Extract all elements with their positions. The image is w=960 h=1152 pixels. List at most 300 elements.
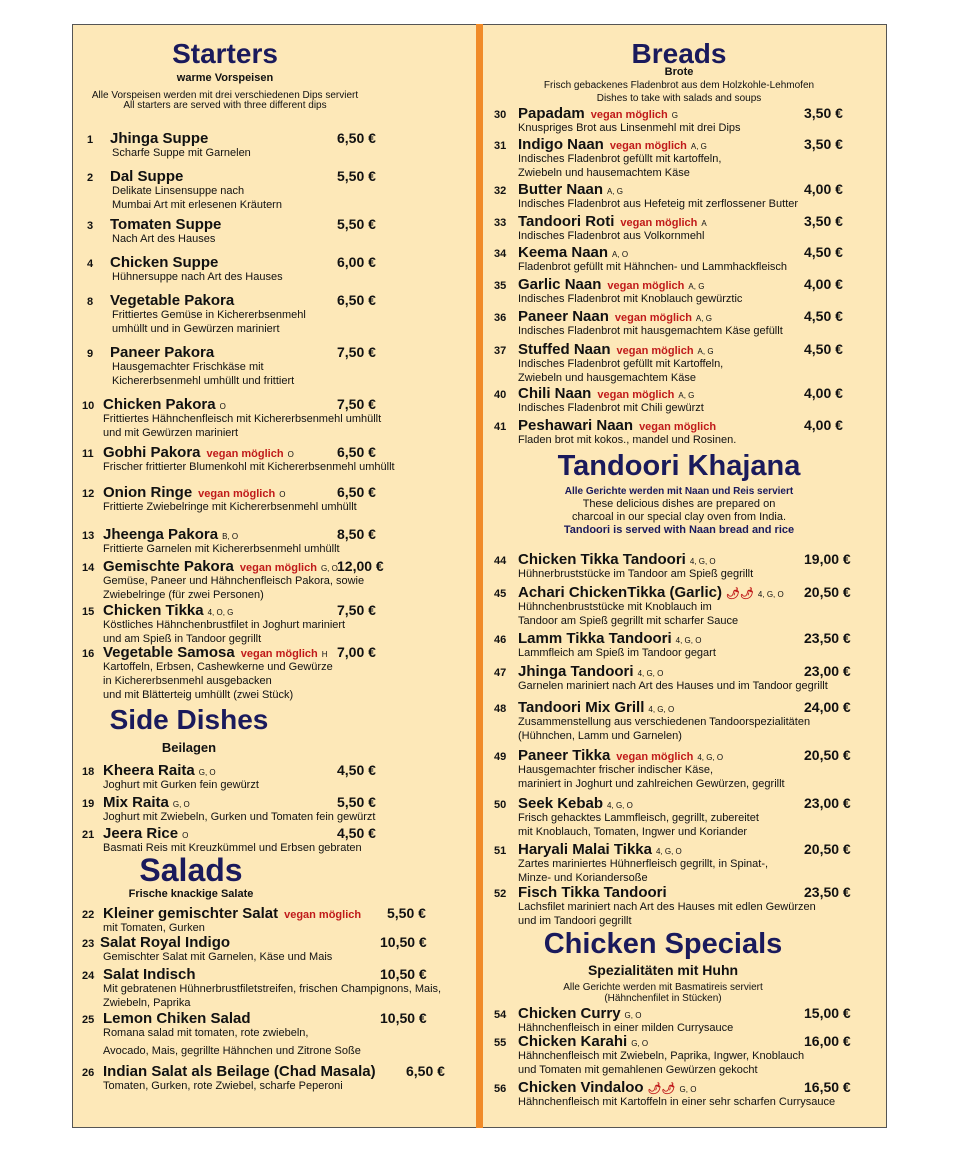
item-description: Frittiertes Hähnchenfleisch mit Kichererbsenmehl umhüllt	[103, 413, 382, 425]
item-name	[103, 644, 328, 661]
item-name-text: Chicken Tikka Tandoori	[518, 551, 686, 568]
item-name-text: Kheera Raita	[103, 762, 195, 779]
section-note: All starters are served with three different dips	[123, 100, 327, 111]
item-number: 52	[494, 888, 507, 900]
item-description: Lammfleich am Spieß im Tandoor gegart	[518, 647, 716, 659]
item-number: 4	[87, 258, 94, 270]
item-description: in Kichererbsenmehl ausgebacken	[103, 675, 272, 687]
item-description: Kartoffeln, Erbsen, Cashewkerne und Gewürze	[103, 661, 333, 673]
allergen-codes: 4, G, O	[689, 557, 716, 566]
item-number: 50	[494, 799, 507, 811]
item-name-text: Stuffed Naan	[518, 341, 611, 358]
item-name	[103, 602, 233, 619]
item-name-text: Seek Kebab	[518, 795, 604, 812]
allergen-codes: 4, G, O	[757, 590, 784, 599]
item-name-text: Haryali Malai Tikka	[518, 841, 652, 858]
item-name	[518, 276, 704, 293]
item-description: Mit gebratenen Hühnerbrustfiletstreifen, frischen Champignons, Mais,	[103, 983, 442, 995]
chili-icon: 🌶🌶	[647, 1083, 676, 1095]
item-price: 7,00 €	[337, 644, 376, 660]
vegan-badge: vegan möglich	[616, 345, 694, 357]
item-name	[103, 444, 294, 461]
item-description: und im Tandoori gegrillt	[518, 915, 632, 927]
item-description: Indisches Fladenbrot gefüllt mit Kartoffeln,	[518, 358, 724, 370]
item-name-text: Mix Raita	[103, 794, 169, 811]
item-name	[103, 825, 188, 842]
item-price: 16,00 €	[804, 1033, 851, 1049]
item-description: Indisches Fladenbrot aus Volkornmehl	[518, 230, 705, 242]
vegan-badge: vegan möglich	[620, 217, 698, 229]
item-name	[518, 181, 623, 198]
vegan-badge: vegan möglich	[614, 312, 692, 324]
item-description: Fladenbrot gefüllt mit Hähnchen- und Lammhackfleisch	[518, 261, 788, 273]
item-price: 7,50 €	[337, 396, 376, 412]
item-name-text: Lemon Chiken Salad	[103, 1010, 251, 1027]
item-description: Zwiebeln, Paprika	[103, 997, 191, 1009]
allergen-codes: A, G	[688, 282, 705, 291]
item-name	[518, 884, 667, 901]
item-number: 24	[82, 970, 95, 982]
item-price: 20,50 €	[804, 841, 851, 857]
item-name	[103, 1010, 251, 1027]
item-number: 32	[494, 185, 507, 197]
item-name-text: Dal Suppe	[110, 168, 184, 185]
item-price: 3,50 €	[804, 136, 843, 152]
item-description: Hausgemachter frischer indischer Käse,	[518, 764, 714, 776]
allergen-codes: 4, O, G	[207, 608, 234, 617]
item-description: Zwiebelringe (für zwei Personen)	[103, 589, 264, 601]
chili-icon: 🌶🌶	[725, 588, 754, 600]
item-number: 26	[82, 1067, 95, 1079]
item-name	[100, 934, 230, 951]
item-name	[518, 584, 784, 601]
column-divider	[476, 24, 483, 1128]
section-title: Tandoori Khajana	[557, 450, 801, 482]
item-price: 4,50 €	[804, 341, 843, 357]
item-description: Joghurt mit Gurken fein gewürzt	[103, 779, 259, 791]
item-name-text: Papadam	[518, 105, 585, 122]
item-name	[103, 558, 338, 575]
allergen-codes: O	[182, 831, 189, 840]
item-name	[518, 1033, 648, 1050]
allergen-codes: A, G	[690, 142, 707, 151]
item-number: 51	[494, 845, 507, 857]
item-price: 5,50 €	[337, 168, 376, 184]
item-description: Avocado, Mais, gegrillte Hähnchen und Zitrone Soße	[103, 1045, 361, 1057]
item-name-text: Gemischte Pakora	[103, 558, 234, 575]
item-price: 23,50 €	[804, 630, 851, 646]
section-title: Starters	[172, 38, 278, 69]
item-description: Indisches Fladenbrot mit Knoblauch gewürztic	[518, 293, 743, 305]
item-description: Hausgemachter Frischkäse mit	[112, 361, 264, 373]
item-price: 4,50 €	[337, 825, 376, 841]
item-name-text: Indian Salat als Beilage (Chad Masala)	[103, 1063, 376, 1080]
item-description: und am Spieß in Tandoor gegrillt	[103, 633, 262, 645]
item-name	[518, 385, 694, 402]
item-number: 18	[82, 766, 95, 778]
item-description: Hähnchenfleisch mit Zwiebeln, Paprika, Ingwer, Knoblauch	[518, 1050, 805, 1062]
allergen-codes: 4, G, O	[655, 847, 682, 856]
item-description: Knuspriges Brot aus Linsenmehl mit drei Dips	[518, 122, 741, 134]
item-description: Hühnersuppe nach Art des Hauses	[112, 271, 283, 283]
item-description: Zusammenstellung aus verschiedenen Tandoorspezialitäten	[518, 716, 811, 728]
vegan-badge: vegan möglich	[607, 280, 685, 292]
item-name-text: Gobhi Pakora	[103, 444, 201, 461]
item-name	[518, 1079, 696, 1096]
item-price: 12,00 €	[337, 558, 384, 574]
section-note: Tandoori is served with Naan bread and rice	[563, 524, 795, 536]
item-price: 6,50 €	[337, 130, 376, 146]
item-price: 20,50 €	[804, 584, 851, 600]
item-number: 36	[494, 312, 507, 324]
item-name	[110, 292, 234, 309]
item-name	[103, 794, 190, 811]
item-number: 8	[87, 296, 94, 308]
item-number: 3	[87, 220, 94, 232]
vegan-badge: vegan möglich	[239, 562, 317, 574]
section-subtitle: Beilagen	[161, 740, 217, 755]
item-price: 4,00 €	[804, 385, 843, 401]
item-name	[518, 795, 633, 812]
item-price: 6,00 €	[337, 254, 376, 270]
item-name-text: Garlic Naan	[518, 276, 602, 293]
vegan-badge: vegan möglich	[284, 909, 362, 921]
item-description: Zartes mariniertes Hühnerfleisch gegrillt, in Spinat-,	[518, 858, 769, 870]
vegan-badge: vegan möglich	[590, 109, 668, 121]
item-name-text: Chicken Vindaloo	[518, 1079, 644, 1096]
item-name	[518, 747, 723, 764]
item-number: 35	[494, 280, 507, 292]
item-description: Scharfe Suppe mit Garnelen	[112, 147, 251, 159]
item-name-text: Butter Naan	[518, 181, 604, 198]
item-name-text: Paneer Pakora	[110, 344, 215, 361]
allergen-codes: B, O	[222, 532, 239, 541]
item-price: 20,50 €	[804, 747, 851, 763]
item-name-text: Tandoori Roti	[518, 213, 615, 230]
item-name-text: Paneer Naan	[518, 308, 609, 325]
allergen-codes: 4, G, O	[697, 753, 724, 762]
item-price: 4,50 €	[804, 308, 843, 324]
item-name	[518, 105, 678, 122]
item-description: Minze- und Koriandersoße	[518, 872, 648, 884]
item-name	[518, 308, 712, 325]
item-number: 46	[494, 634, 507, 646]
item-description: Frittierte Zwiebelringe mit Kichererbsenmehl umhüllt	[103, 501, 357, 513]
item-number: 54	[494, 1009, 507, 1021]
item-description: Zwiebeln und hausgemachtem Käse	[518, 372, 696, 384]
item-name	[518, 417, 716, 434]
item-name	[518, 1005, 641, 1022]
item-name	[103, 905, 361, 922]
item-number: 49	[494, 751, 507, 763]
allergen-codes: O	[219, 402, 226, 411]
item-name	[110, 168, 183, 185]
item-number: 19	[82, 798, 95, 810]
item-price: 4,50 €	[337, 762, 376, 778]
item-name-text: Chicken Tikka	[103, 602, 204, 619]
item-name-text: Keema Naan	[518, 244, 609, 261]
item-description: Indisches Fladenbrot mit Chili gewürzt	[518, 402, 704, 414]
item-name-text: Lamm Tikka Tandoori	[518, 630, 672, 647]
item-price: 7,50 €	[337, 602, 376, 618]
item-name-text: Kleiner gemischter Salat	[103, 905, 279, 922]
item-description: mit Tomaten, Gurken	[103, 922, 205, 934]
item-description: Hühnerbruststücke im Tandoor am Spieß gegrillt	[518, 568, 754, 580]
item-price: 10,50 €	[380, 1010, 427, 1026]
item-description: Indisches Fladenbrot gefüllt mit kartoffeln,	[518, 153, 722, 165]
section-note: Alle Vorspeisen werden mit drei verschiedenen Dips serviert	[91, 90, 359, 101]
item-description: Hähnchenfleisch mit Kartoffeln in einer sehr scharfen Currysauce	[518, 1096, 836, 1108]
section-title: Chicken Specials	[543, 928, 783, 960]
allergen-codes: A, G	[697, 347, 714, 356]
vegan-badge: vegan möglich	[609, 140, 687, 152]
section-subtitle: warme Vorspeisen	[176, 72, 274, 84]
item-price: 5,50 €	[337, 794, 376, 810]
item-price: 15,00 €	[804, 1005, 851, 1021]
item-number: 16	[82, 648, 95, 660]
item-name	[110, 216, 221, 233]
item-description: Gemischter Salat mit Garnelen, Käse und Mais	[103, 951, 333, 963]
item-number: 10	[82, 400, 95, 412]
item-name-text: Jeera Rice	[103, 825, 179, 842]
item-description: und Tomaten mit gemahlenen Gewürzen gekocht	[518, 1064, 758, 1076]
item-price: 10,50 €	[380, 966, 427, 982]
vegan-badge: vegan möglich	[639, 421, 717, 433]
vegan-badge: vegan möglich	[616, 751, 694, 763]
item-name-text: Jhinga Suppe	[110, 130, 209, 147]
section-note: charcoal in our special clay oven from India.	[572, 511, 786, 523]
item-number: 22	[82, 909, 95, 921]
item-name-text: Vegetable Pakora	[110, 292, 235, 309]
item-number: 15	[82, 606, 95, 618]
item-name-text: Onion Ringe	[103, 484, 193, 501]
allergen-codes: 4, G, O	[675, 636, 702, 645]
allergen-codes: G, O	[679, 1085, 697, 1094]
item-name	[103, 762, 216, 779]
item-name	[103, 484, 285, 501]
item-description: Tandoor am Spieß gegrillt mit scharfer Sauce	[518, 615, 739, 627]
item-name-text: Chicken Curry	[518, 1005, 621, 1022]
item-name-text: Chili Naan	[518, 385, 592, 402]
item-name-text: Indigo Naan	[518, 136, 604, 153]
item-name	[518, 341, 714, 358]
item-number: 33	[494, 217, 507, 229]
item-number: 47	[494, 667, 507, 679]
item-description: Romana salad mit tomaten, rote zwiebeln,	[103, 1027, 309, 1039]
item-number: 1	[87, 134, 94, 146]
item-name	[518, 699, 674, 716]
item-number: 31	[494, 140, 507, 152]
item-description: Joghurt mit Zwiebeln, Gurken und Tomaten fein gewürzt	[103, 811, 376, 823]
section-title: Side Dishes	[109, 704, 269, 735]
allergen-codes: O	[287, 450, 294, 459]
item-name	[110, 130, 208, 147]
item-number: 41	[494, 421, 507, 433]
item-name-text: Achari ChickenTikka (Garlic)	[518, 584, 722, 601]
section-note: Alle Gerichte werden mit Basmatireis serviert	[563, 982, 763, 993]
allergen-codes: G	[671, 111, 678, 120]
item-price: 4,50 €	[804, 244, 843, 260]
item-price: 5,50 €	[337, 216, 376, 232]
item-name-text: Peshawari Naan	[518, 417, 634, 434]
item-number: 25	[82, 1014, 95, 1026]
allergen-codes: A, G	[695, 314, 712, 323]
item-number: 9	[87, 348, 94, 360]
item-description: Fladen brot mit kokos., mandel und Rosinen.	[518, 434, 737, 446]
right-column	[483, 24, 887, 1128]
vegan-badge: vegan möglich	[206, 448, 284, 460]
item-name-text: Chicken Suppe	[110, 254, 219, 271]
item-price: 3,50 €	[804, 213, 843, 229]
allergen-codes: H	[321, 650, 328, 659]
item-price: 4,00 €	[804, 181, 843, 197]
item-description: Zwiebeln und hausemachtem Käse	[518, 167, 690, 179]
item-price: 6,50 €	[337, 292, 376, 308]
allergen-codes: G, O	[198, 768, 216, 777]
item-price: 6,50 €	[406, 1063, 445, 1079]
item-name	[518, 244, 628, 261]
section-subtitle: Alle Gerichte werden mit Naan und Reis serviert	[564, 486, 794, 497]
item-price: 23,50 €	[804, 884, 851, 900]
item-description: Frittierte Garnelen mit Kichererbsenmehl umhüllt	[103, 543, 340, 555]
item-description: Basmati Reis mit Kreuzkümmel und Erbsen gebraten	[103, 842, 362, 854]
item-number: 45	[494, 588, 507, 600]
item-number: 55	[494, 1037, 507, 1049]
item-number: 14	[82, 562, 95, 574]
item-name-text: Tomaten Suppe	[110, 216, 222, 233]
item-price: 6,50 €	[337, 444, 376, 460]
section-note: Dishes to take with salads and soups	[596, 93, 762, 104]
item-name	[103, 966, 196, 983]
item-price: 16,50 €	[804, 1079, 851, 1095]
item-description: Frisch gehacktes Lammfleisch, gegrillt, zubereitet	[518, 812, 759, 824]
item-name	[518, 630, 701, 647]
item-name	[103, 396, 226, 413]
item-name	[110, 344, 214, 361]
item-name-text: Vegetable Samosa	[103, 644, 235, 661]
item-name-text: Salat Indisch	[103, 966, 196, 983]
section-note: These delicious dishes are prepared on	[582, 498, 776, 510]
item-number: 34	[494, 248, 507, 260]
allergen-codes: G, O	[320, 564, 338, 573]
vegan-badge: vegan möglich	[198, 488, 276, 500]
item-number: 48	[494, 703, 507, 715]
item-name-text: Fisch Tikka Tandoori	[518, 884, 667, 901]
allergen-codes: G, O	[631, 1039, 649, 1048]
item-price: 7,50 €	[337, 344, 376, 360]
item-price: 3,50 €	[804, 105, 843, 121]
left-column	[72, 24, 476, 1128]
section-note: Frisch gebackenes Fladenbrot aus dem Holzkohle-Lehmofen	[543, 80, 815, 91]
item-name	[518, 663, 663, 680]
item-number: 13	[82, 530, 95, 542]
item-description: Lachsfilet mariniert nach Art des Hauses mit edlen Gewürzen	[518, 901, 816, 913]
item-description: umhüllt und in Gewürzen mariniert	[112, 323, 280, 335]
allergen-codes: 4, G, O	[637, 669, 664, 678]
item-number: 40	[494, 389, 507, 401]
allergen-codes: A	[701, 219, 707, 228]
item-description: und mit Gewürzen mariniert	[103, 427, 239, 439]
item-name-text: Tandoori Mix Grill	[518, 699, 645, 716]
item-price: 10,50 €	[380, 934, 427, 950]
item-number: 30	[494, 109, 507, 121]
section-subtitle: Spezialitäten mit Huhn	[587, 962, 739, 978]
allergen-codes: 4, G, O	[648, 705, 675, 714]
item-number: 37	[494, 345, 507, 357]
item-description: mariniert in Joghurt und zahlreichen Gewürzen, gegrillt	[518, 778, 785, 790]
item-description: Nach Art des Hauses	[112, 233, 216, 245]
item-name-text: Chicken Pakora	[103, 396, 216, 413]
item-price: 23,00 €	[804, 663, 851, 679]
section-title: Breads	[631, 38, 727, 69]
item-price: 4,00 €	[804, 417, 843, 433]
item-number: 12	[82, 488, 95, 500]
item-number: 56	[494, 1083, 507, 1095]
item-description: (Hühnchen, Lamm und Garnelen)	[518, 730, 682, 742]
section-title: Salads	[139, 852, 243, 888]
section-note: (Hähnchenfilet in Stücken)	[604, 993, 722, 1004]
item-description: Delikate Linsensuppe nach	[112, 185, 245, 197]
allergen-codes: A, G	[607, 187, 624, 196]
vegan-badge: vegan möglich	[240, 648, 318, 660]
allergen-codes: O	[279, 490, 286, 499]
allergen-codes: G, O	[624, 1011, 642, 1020]
section-subtitle: Frische knackige Salate	[128, 888, 254, 900]
item-number: 2	[87, 172, 94, 184]
allergen-codes: A, G	[678, 391, 695, 400]
item-description: Indisches Fladenbrot mit hausgemachtem Käse gefüllt	[518, 325, 783, 337]
item-name-text: Chicken Karahi	[518, 1033, 628, 1050]
item-name-text: Jhinga Tandoori	[518, 663, 634, 680]
item-price: 4,00 €	[804, 276, 843, 292]
item-name	[518, 551, 716, 568]
section-subtitle: Brote	[664, 66, 694, 78]
item-description: Gemüse, Paneer und Hähnchenfleisch Pakora, sowie	[103, 575, 365, 587]
item-price: 19,00 €	[804, 551, 851, 567]
item-description: Hühnchenbruststücke mit Knoblauch im	[518, 601, 712, 613]
allergen-codes: A, O	[612, 250, 629, 259]
item-number: 21	[82, 829, 95, 841]
item-name	[518, 213, 707, 230]
item-description: und mit Blätterteig umhüllt (zwei Stück)	[103, 689, 294, 701]
allergen-codes: G, O	[172, 800, 190, 809]
vegan-badge: vegan möglich	[597, 389, 675, 401]
allergen-codes: 4, G, O	[607, 801, 633, 810]
item-number: 44	[494, 555, 507, 567]
item-description: Indisches Fladenbrot aus Hefeteig mit zerflossener Butter	[518, 198, 799, 210]
item-description: Garnelen mariniert nach Art des Hauses und im Tandoor gegrillt	[518, 680, 828, 692]
item-description: Tomaten, Gurken, rote Zwiebel, scharfe Peperoni	[103, 1080, 343, 1092]
item-number: 23	[82, 938, 95, 950]
item-price: 5,50 €	[387, 905, 426, 921]
item-description: Mumbai Art mit erlesenen Kräutern	[112, 199, 282, 211]
item-name-text: Salat Royal Indigo	[100, 934, 231, 951]
item-number: 11	[82, 448, 94, 460]
item-description: Hähnchenfleisch in einer milden Currysauce	[518, 1022, 734, 1034]
item-name	[110, 254, 218, 271]
item-description: mit Knoblauch, Tomaten, Ingwer und Koriander	[518, 826, 748, 838]
item-name	[518, 841, 682, 858]
item-name	[518, 136, 707, 153]
item-price: 24,00 €	[804, 699, 851, 715]
item-price: 23,00 €	[804, 795, 851, 811]
item-name	[103, 526, 238, 543]
item-price: 6,50 €	[337, 484, 376, 500]
item-description: Köstliches Hähnchenbrustfilet in Joghurt mariniert	[103, 619, 346, 631]
item-name-text: Jheenga Pakora	[103, 526, 219, 543]
item-description: Frittiertes Gemüse in Kichererbsenmehl	[112, 309, 306, 321]
item-price: 8,50 €	[337, 526, 376, 542]
